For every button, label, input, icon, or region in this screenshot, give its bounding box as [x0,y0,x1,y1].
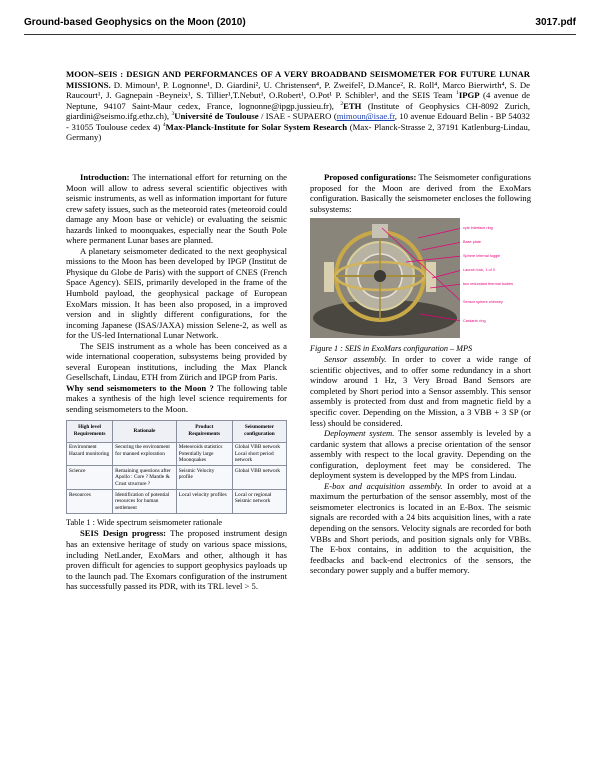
table-cell: Science [67,466,113,490]
page-header [24,17,576,28]
table-cell: Identification of potential resources for human settlement [113,490,177,514]
table-row [67,466,287,490]
header-file-id: 3017.pdf [535,17,576,28]
paragraph: E-box and acquisition assembly. In order to avoid at a maximum the perturbation of the sensor assembly, most of the seismometer electronics is located in an E-Box. The seismic signals are recorded with a 24 bits acquisition lines, with a rate depending on the sensors. Velocity signals are recorded for both VBBs and Short periods, and position signals only for VBBs. The E-box contains, in addition to the acquisition, the feedbacks and back-end electronics of the sensors, the secondary power supply and a buffer memory. [310,480,532,576]
figure-label: Cardanic ring [463,319,486,324]
left-column [66,172,287,592]
paragraph: Deployment system. The sensor assembly is leveled by a cardanic system that allows a precise orientation of the sensor assembly with respect to the local gravity. Depending on the configuration, deployment feet may be considered. The deployment system is developped by the MPS from Lindau. [310,428,531,481]
table-cell: Remaining questions after Apollo : Core ? Mantle & Crust structure ? [113,466,177,490]
section-heading: Introduction: [80,172,130,182]
figure-label: Sphere internal toggle [463,254,501,259]
requirements-table [66,420,287,514]
table-header-cell: High level Requirements [67,420,113,442]
affiliation-text: (Max- Planck-Strasse 2, 37191 Katlenburg-Lindau, Germany) [66,121,531,143]
affiliation-text: , 10 avenue Edouard Belin - BP 54032 - 31055 Toulouse cedex 4) [66,111,530,132]
table-cell: Environment Hazard monitoring [67,442,113,466]
table-cell: Meteoroids statistics Potentially large Moonquakes [176,442,232,466]
subsection-heading: Deployment system. [324,428,395,439]
figure-label: Launch lock, 1 of 3 [463,268,495,273]
paragraph: Introduction: The international effort for returning on the Moon will allow to adress several scientific objectives with seismic instruments, as well as information important for future crew safety issues, such as the meteoroid rates (meteoroid could damage any Moon base or vehicle) or evaluating the seismic hazards linked to moonquakes, especially near the South Pole where permanent Lunar bases are planned. [66,172,287,246]
seis-photo-figure [310,218,531,338]
table-header-cell: Product Requirements [176,420,232,442]
section-heading: SEIS Design progress: [80,528,167,539]
table-cell: Securing the environment for manned exploration [113,442,177,466]
section-heading: Why send seismometers to the Moon ? [66,382,214,393]
paper-title: MOON–SEIS : DESIGN AND PERFORMANCES OF A VERY BROADBAND SEISMOMETER FOR FUTURE LUNAR MISSIONS. [66,69,530,90]
affiliation-label: IPGP [458,90,480,101]
table-cell: Local or regional Seismic network [232,490,286,514]
affiliation-label: Université de Toulouse [174,111,259,122]
table-cell: Seismic Velocity profile [176,466,232,490]
right-column [310,172,531,576]
paragraph: Sensor assembly. In order to cover a wide range of scientific objectives, and to offer some redundancy in a short window around 1 Hz, 3 Very Broad Band Sensors are completed by Short period into a Sensor assembly. This sensor assembly is protected from dust and from magnetic field by a specific cover. Depending on the Mission, a 3 VBB + 3 SP (or less) should be considered. [310,354,531,428]
affiliation-label: Max-Planck-Institute for Solar System Research [165,121,348,132]
figure-label: two redundant thermal bodies [463,282,514,287]
header-title: Ground-based Geophysics on the Moon (2010) [24,17,246,28]
figure-label: Base plate [463,240,481,245]
affiliation-text: (Institute of Geophysics CH-8092 Zurich, giardini@seismo.ifg.ethz.ch), [66,100,531,122]
subsection-heading: Sensor assembly. [324,354,387,365]
figure-label: cyle interface ring [463,226,493,231]
table-header-cell: Rationale [113,420,177,442]
paragraph: Proposed configurations: The Seismometer configurations proposed for the Moon are derived from the ExoMars configuration. Basically the seismometer encloses the following subsystems: [310,172,532,214]
affiliation-text: (4 avenue de Neptune, 94107 Saint-Maur cedex, France, lognonne@ipgp.jussieu.fr), [66,90,531,111]
table-caption: Table 1 : Wide spectrum seismometer rationale [66,517,223,527]
affiliation-text: / ISAE - SUPAERO ( [260,111,337,122]
table-header-cell: Seismometer configuration [232,420,286,442]
paragraph: SEIS Design progress: The proposed instrument design has an extensive heritage of study on various space missions, including NetLander, ExoMars and other, although it has proven difficult for agencies to support geophysics payloads up to the launch pad. The Exomars configuration of the instrument has successfully passed its PDR, with its TRL level > 5. [66,528,287,592]
subsection-heading: E-box and acquisition assembly. [324,480,443,491]
author-list: D. Mimoun¹, P. Lognonne¹, D. Giardini², U. Christensen⁴, P. Zweifel², D.Mance², R. Roll⁴, Marco Bierwirth⁴, S. De Raucourt¹, J. Gagnepain -Beyneix¹, S. Tillier¹,T.Nebut¹, O.Robert¹, O.Pot¹ P. Schibler¹, and the SEIS Team [66,79,531,101]
table-cell: Global VBB network [232,466,286,490]
figure-label: Sensor sphere chimney [463,300,503,305]
table-cell: Resources [67,490,113,514]
table-cell: Global VBB network Local short period network [232,442,286,466]
title-author-block: MOON–SEIS : DESIGN AND PERFORMANCES OF A VERY BROADBAND SEISMOMETER FOR FUTURE LUNAR MISSIONS. D. Mimoun¹, P. Lognonne¹, D. Giardini², U. Christensen⁴, P. Zweifel², D.Mance², R. Roll⁴, Marco Bierwirth⁴, S. De Raucourt¹, J. Gagnepain -Beyneix¹, S. Tillier¹,T.Nebut¹, O.Robert¹, O.Pot¹ P. Schibler¹, and the SEIS Team $^1$IPGP (4 avenue de Neptune, 94107 Saint-Maur cedex, France, lognonne@ipgp.jussieu.fr), $^2$ETH (Institute of Geophysics CH-8092 Zurich, giardini@seismo.ifg.ethz.ch), $^3$Université de Toulouse / ISAE - SUPAERO (mimoun@isae.fr, 10 avenue Edouard Belin - BP 54032 - 31055 Toulouse cedex 4) $^4$Max-Planck-Institute for Solar System Research (Max- Planck-Strasse 2, 37191 Katlenburg-Lindau, Germany) [66,69,531,143]
table-row [67,442,287,466]
paragraph: The SEIS instrument as a whole has been conceived as a wide international cooperation, subsystems being provided by several European institutions, including the Max Planck Gesellschaft, Lindau, ETH from Zürich and IPGP from Paris. [66,340,287,383]
figure-caption: Figure 1 : SEIS in ExoMars configuration – MPS [310,343,473,353]
section-heading: Proposed configurations: [324,172,417,182]
email-link[interactable]: mimoun@isae.fr [336,111,395,122]
table-cell: Local velocity profiles [176,490,232,514]
affiliation-label: ETH [343,100,362,111]
paragraph: Why send seismometers to the Moon ? The following table makes a synthesis of the high level science requirements for sending seismometers to the Moon. [66,382,288,415]
paragraph: A planetary seismometer dedicated to the next geophysical missions to the Moon has been developed by IPGP (Institut de Physique du Globe de Paris) with the support of CNES (French Space Agency). SEIS, primarily developed in the frame of the Humbold payload, the geophysical package of European ExoMars mission. It has been also proposed, in a improved version and in slightly different configurations, for the incoming Japanese (ISAS/JAXA) mission Selene-2, as well as for the US-led International Lunar Network. [66,245,287,341]
header-rule [24,34,576,35]
table-row [67,490,287,514]
table-header-row [67,420,287,442]
